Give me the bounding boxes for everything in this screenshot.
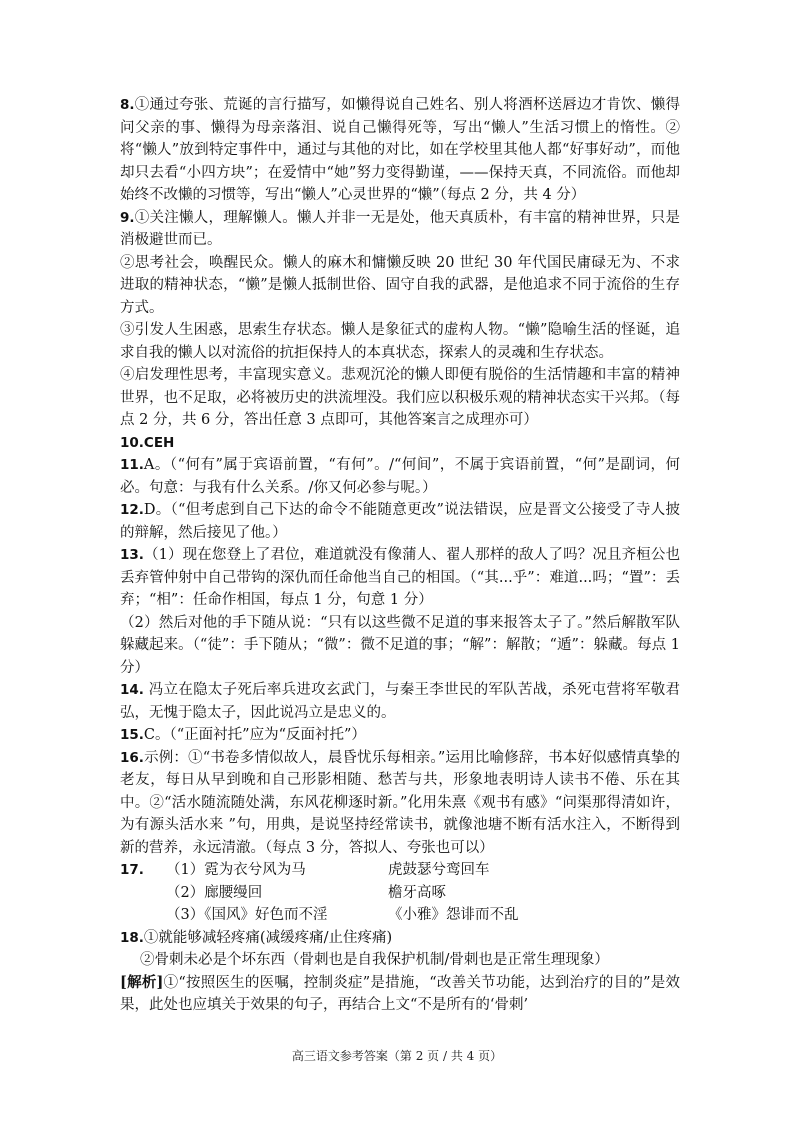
answer-17-right: 虎鼓瑟兮鸾回车 [388, 862, 490, 878]
answer-17-row-3 [120, 904, 680, 927]
answer-13-part-1: 13.（1）现在您登上了君位，难道就没有像蒲人、翟人那样的敌人了吗？况且齐桓公也丢弃管仲射中自己带钩的深仇而任命他当自己的相国。（“其...乎”：难道...吗；“置”：丢弃；“相”：任命作相国，每点 1 分，句意 1 分） [120, 547, 680, 608]
answer-content [120, 94, 685, 1017]
answer-12: 12.D。（“但考虑到自己下达的命令不能随意更改”说法错误，应是晋文公接受了寺人披的辩解，然后接见了他。） [120, 502, 680, 541]
answer-15: 15.C。（“正面衬托”应为“反面衬托”） [120, 727, 366, 743]
answer-9-point-1: 9.①关注懒人，理解懒人。懒人并非一无是处，他天真质朴，有丰富的精神世界，只是消极避世而已。 [120, 209, 680, 248]
answer-9-point-3: ③引发人生困惑，思索生存状态。懒人是象征式的虚构人物。“懒”隐喻生活的怪诞，追求自我的懒人以对流俗的抗拒保持人的本真状态，探索人的灵魂和生存状态。 [120, 322, 680, 361]
answer-13-part-2: （2）然后对他的手下随从说：“只有以这些微不足道的事来报答太子了。”然后解散军队躲藏起来。（“徒”：手下随从；“微”：微不足道的事；“解”：解散；“遁”：躲藏。每点 1 分） [120, 614, 685, 676]
answer-17-right: 檐牙高啄 [388, 884, 446, 901]
answer-17-left: （2）廊腰缦回 [166, 884, 263, 901]
answer-17-left: （1）霓为衣兮风为马 [166, 862, 306, 878]
answer-17-row-1 [120, 859, 680, 882]
answer-8: 8.①通过夸张、荒诞的言行描写，如懒得说自己姓名、别人将酒杯送唇边才肯饮、懒得问父亲的事、懒得为母亲落泪、说自己懒得死等，写出“懒人”生活习惯上的惰性。②将“懒人”放到特定事件中，通过与其他的对比，如在学校里其他人都“好事好动”，而他却只去看“小四方块”；在爱情中“她”努力变得勤谨，——保持天真，不同流俗。而他却始终不改懒的习惯等，写出“懒人”心灵世界的“懒”（每点 2 分，共 4 分） [120, 97, 680, 203]
answer-9-point-2: ②思考社会，唤醒民众。懒人的麻木和慵懒反映 20 世纪 30 年代国民庸碌无为、不求进取的精神状态，“懒”是懒人抵制世俗、固守自我的武器，是他追求不同于流俗的生存方式。 [120, 254, 680, 316]
answer-17-row-2 [120, 882, 680, 905]
page-footer: 高三语文参考答案（第 2 页 / 共 4 页） [291, 1049, 503, 1063]
answer-16: 16.示例：①“书卷多情似故人，晨昏忧乐每相亲。”运用比喻修辞，书本好似感情真挚的老友，每日从早到晚和自己形影相随、愁苦与共，形象地表明诗人读书不倦、乐在其中。②“活水随流随处满，东风花柳逐时新。”化用朱熹《观书有感》“问渠那得清如许，为有源头活水来 ”句，用典，是说坚持经常读书，就像池塘不断有活水注入，不断得到新的营养，永远清澈。（每点 3 分，答拟人、夸张也可以） [120, 749, 680, 856]
answer-17-left: （3）《国风》好色而不淫 [166, 907, 328, 923]
answer-10: 10.CEH [120, 434, 175, 451]
analysis-label: [解析] [120, 973, 164, 991]
answer-11: 11.A。（“何有”属于宾语前置，“有何”。/“何间”，不属于宾语前置，“何”是副词，何必。句意：与我有什么关系。/你又何必参与呢。） [120, 457, 680, 496]
answer-14: 14. 冯立在隐太子死后率兵进攻玄武门，与秦王李世民的军队苦战，杀死屯营将军敬君弘，无愧于隐太子，因此说冯立是忠义的。 [120, 682, 680, 721]
answer-18-line-1: 18.①就能够减轻疼痛(减缓疼痛/止住疼痛) [120, 929, 393, 946]
answer-18-analysis: [解析]①“按照医生的医嘱，控制炎症”是措施，“改善关节功能，达到治疗的目的”是效果，此处也应填关于效果的句子，再结合上文“不是所有的‘骨刺’ [120, 973, 680, 1013]
answer-17-number: 17. [120, 862, 144, 878]
answer-17-right: 《小雅》怨诽而不乱 [388, 907, 519, 923]
answer-18-line-2: ②骨刺未必是个坏东西（骨刺也是自我保护机制/骨刺也是正常生理现象） [140, 952, 609, 968]
answer-9-point-4: ④启发理性思考，丰富现实意义。悲观沉沦的懒人即便有脱俗的生活情趣和丰富的精神世界，也不足取，必将被历史的洪流埋没。我们应以积极乐观的精神状态实干兴邦。（每点 2 分，共 6 分，答出任意 3 点即可，其他答案言之成理亦可） [120, 367, 680, 428]
